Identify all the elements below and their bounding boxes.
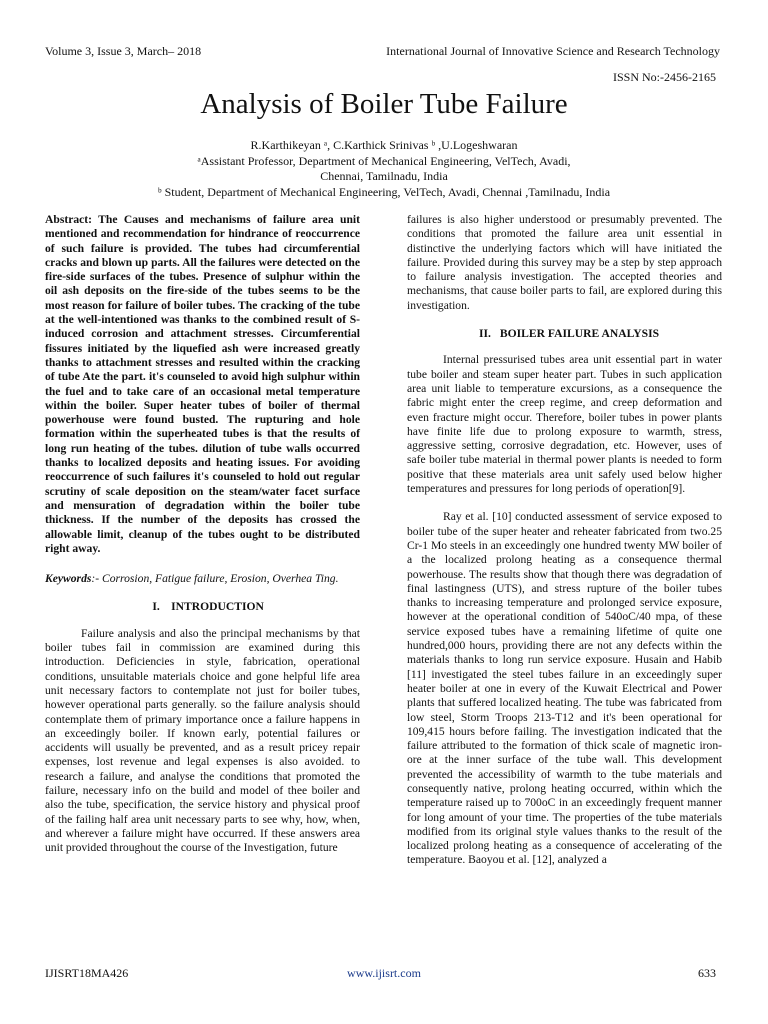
section-number: I. — [152, 600, 160, 614]
affiliation-b: ᵇ Student, Department of Mechanical Engineering, VelTech, Avadi, Chennai ,Tamilnadu, India — [157, 184, 611, 199]
section-title: INTRODUCTION — [171, 600, 264, 614]
section-heading-boiler-failure-analysis — [407, 327, 722, 341]
keywords-text: :- Corrosion, Fatigue failure, Erosion, Overhea Ting. — [91, 572, 339, 586]
left-column — [45, 213, 360, 855]
section-title: BOILER FAILURE ANALYSIS — [499, 327, 660, 341]
keywords — [45, 572, 360, 586]
introduction-continued-paragraph: failures is also higher understood or presumably prevented. The conditions that promoted the failure area unit essential in distinctive the underlying factors which will have initiated the failure. Provided during this survey may be a step by step approach to failure analysis investigation. The accepted theories and mechanisms, that cause boiler parts to fail, are explored during this investigation. — [407, 213, 722, 312]
keywords-label: Keywords — [45, 572, 92, 586]
author-block — [0, 138, 768, 200]
introduction-paragraph: Failure analysis and also the principal mechanisms by that boiler tubes fail in commission are examined during this introduction. Deficiencies in style, fabrication, operational conditions, unsuitable materials choice and gone helpful life area unit necessary factors to contemplate not just for boiler tubes, however operational parts generally. so the failure analysis should contemplate them of primary importance once a failure happens in an exceedingly boiler. If known early, potential failures or accidents will usually be prevented, and as a result pricey repair expenses, lost revenue and legal expenses is also avoided. to research a failure, and analyse the conditions that promoted the failure, necessary info on the build and model of thee boiler and also the tube, specification, the service history and physical proof of the failing half area unit necessary parts to see why, how, when, and wherever a failure might have occurred. If these answers area unit provided throughout the course of the Investigation, future — [45, 626, 360, 855]
author-names: R.Karthikeyan ᵃ, C.Karthick Srinivas ᵇ ,U.Logeshwaran — [250, 138, 518, 152]
volume-issue: Volume 3, Issue 3, March– 2018 — [45, 44, 202, 58]
affiliation-a-line-1: ᵃAssistant Professor, Department of Mechanical Engineering, VelTech, Avadi, — [197, 153, 571, 168]
issn-number: ISSN No:-2456-2165 — [612, 70, 716, 84]
section-number: II. — [478, 327, 491, 341]
website-link[interactable]: www.ijisrt.com — [347, 966, 421, 980]
right-column — [407, 213, 722, 868]
journal-name: International Journal of Innovative Science and Research Technology — [386, 44, 720, 58]
paper-title: Analysis of Boiler Tube Failure — [200, 88, 568, 120]
boiler-failure-paragraph-1: Internal pressurised tubes area unit essential part in water tube boiler and steam super heater part. Tubes in such application area unit liable to temperature excursions, as a consequence the fabric might enter the creep regime, and creep deformation and even fracture might occur. Therefore, boiler tubes in power plants have finite life due to prolong exposure to warmth, stress, aggressive setting, corrosive degradation, etc. However, uses of safe boiler tube material in thermal power plants is needed to form positive that these materials area unit safely used below higher temperatures and pressures for long periods of operation[9]. — [407, 353, 722, 496]
abstract: Abstract: The Causes and mechanisms of failure area unit mentioned and recommendation for hindrance of reoccurrence of such failure is provided. The tubes had circumferential cracks and blown up parts. All the failures were detected on the fire-side surfaces of the tubes. Presence of sulphur within the oil ash deposits on the fire-side of the tubes seems to be the most reason for failure of boiler tubes. The cracking of the tube at the well-intentioned was thanks to the combined result of S-induced corrosion and attachment stresses. Circumferential fissures initiated by the liquefied ash were increased greatly thanks to attachment stresses and resulted within the cracking of tube Ate the part. it's counseled to avoid high sulphur within the fuel and to take care of an occasional metal temperature within the boiler. Super heater tubes of boiler of thermal powerhouse were found busted. The rupturing and hole formation within the superheated tubes is that the results of long run heating of the tubes. dilution of tube walls occurred thanks to localized deposits and heating issues. For avoiding reoccurrence of such failures it's counseled to hold out regular scrutiny of scale deposition on the steam/water facet surface and mensuration of degradation within the boiler tube thickness. If the number of the deposits has crossed the allowable limit, cleanup of the tubes ought to be distributed right away. — [45, 213, 360, 555]
section-heading-introduction — [45, 600, 360, 614]
paper-id: IJISRT18MA426 — [45, 966, 129, 980]
boiler-failure-paragraph-2: Ray et al. [10] conducted assessment of service exposed to boiler tube of the super heater and reheater fabricated from two.25 Cr-1 Mo steels in an exceedingly one hundred twenty MW boiler of a the localized prolong heating as a consequence thermal powerhouse. The results show that though there was degradation of final lastingness (UTS), and stress rupture of the boiler tubes thanks to increasing temperature and prolonged service exposure, however at the operational condition of 540oC/40 mpa, of these service exposed tubes have a remaining lifetime of quite one hundred,000 hours, providing there are not any defects within the materials thanks to long run service exposure. Husain and Habib [11] investigated the steel tubes failure in an exceedingly super heater boiler at one in every of the Kuwait Electrical and Power plants that suffered localized heating. The tube was fabricated from low steel, Storm Troops 213-T12 and it's been operational for 109,415 hours before failing. The investigation indicated that the failure attributed to the formation of thick scale of magnetic iron-ore at the inner surface of the tube wall. This development prevented the accessibility of warmth to the tube materials and consequently native, prolong heating occurred, within which the temperature raised up to 700oC in an exceedingly frequent manner for long amount of your time. The properties of the tube materials modified from its original style values thanks to the result of the localized prolong heating as a consequence of accelerating of the temperature. Baoyou et al. [12], analyzed a — [407, 510, 722, 867]
page-number: 633 — [698, 966, 716, 980]
affiliation-a-line-2: Chennai, Tamilnadu, India — [320, 169, 448, 183]
